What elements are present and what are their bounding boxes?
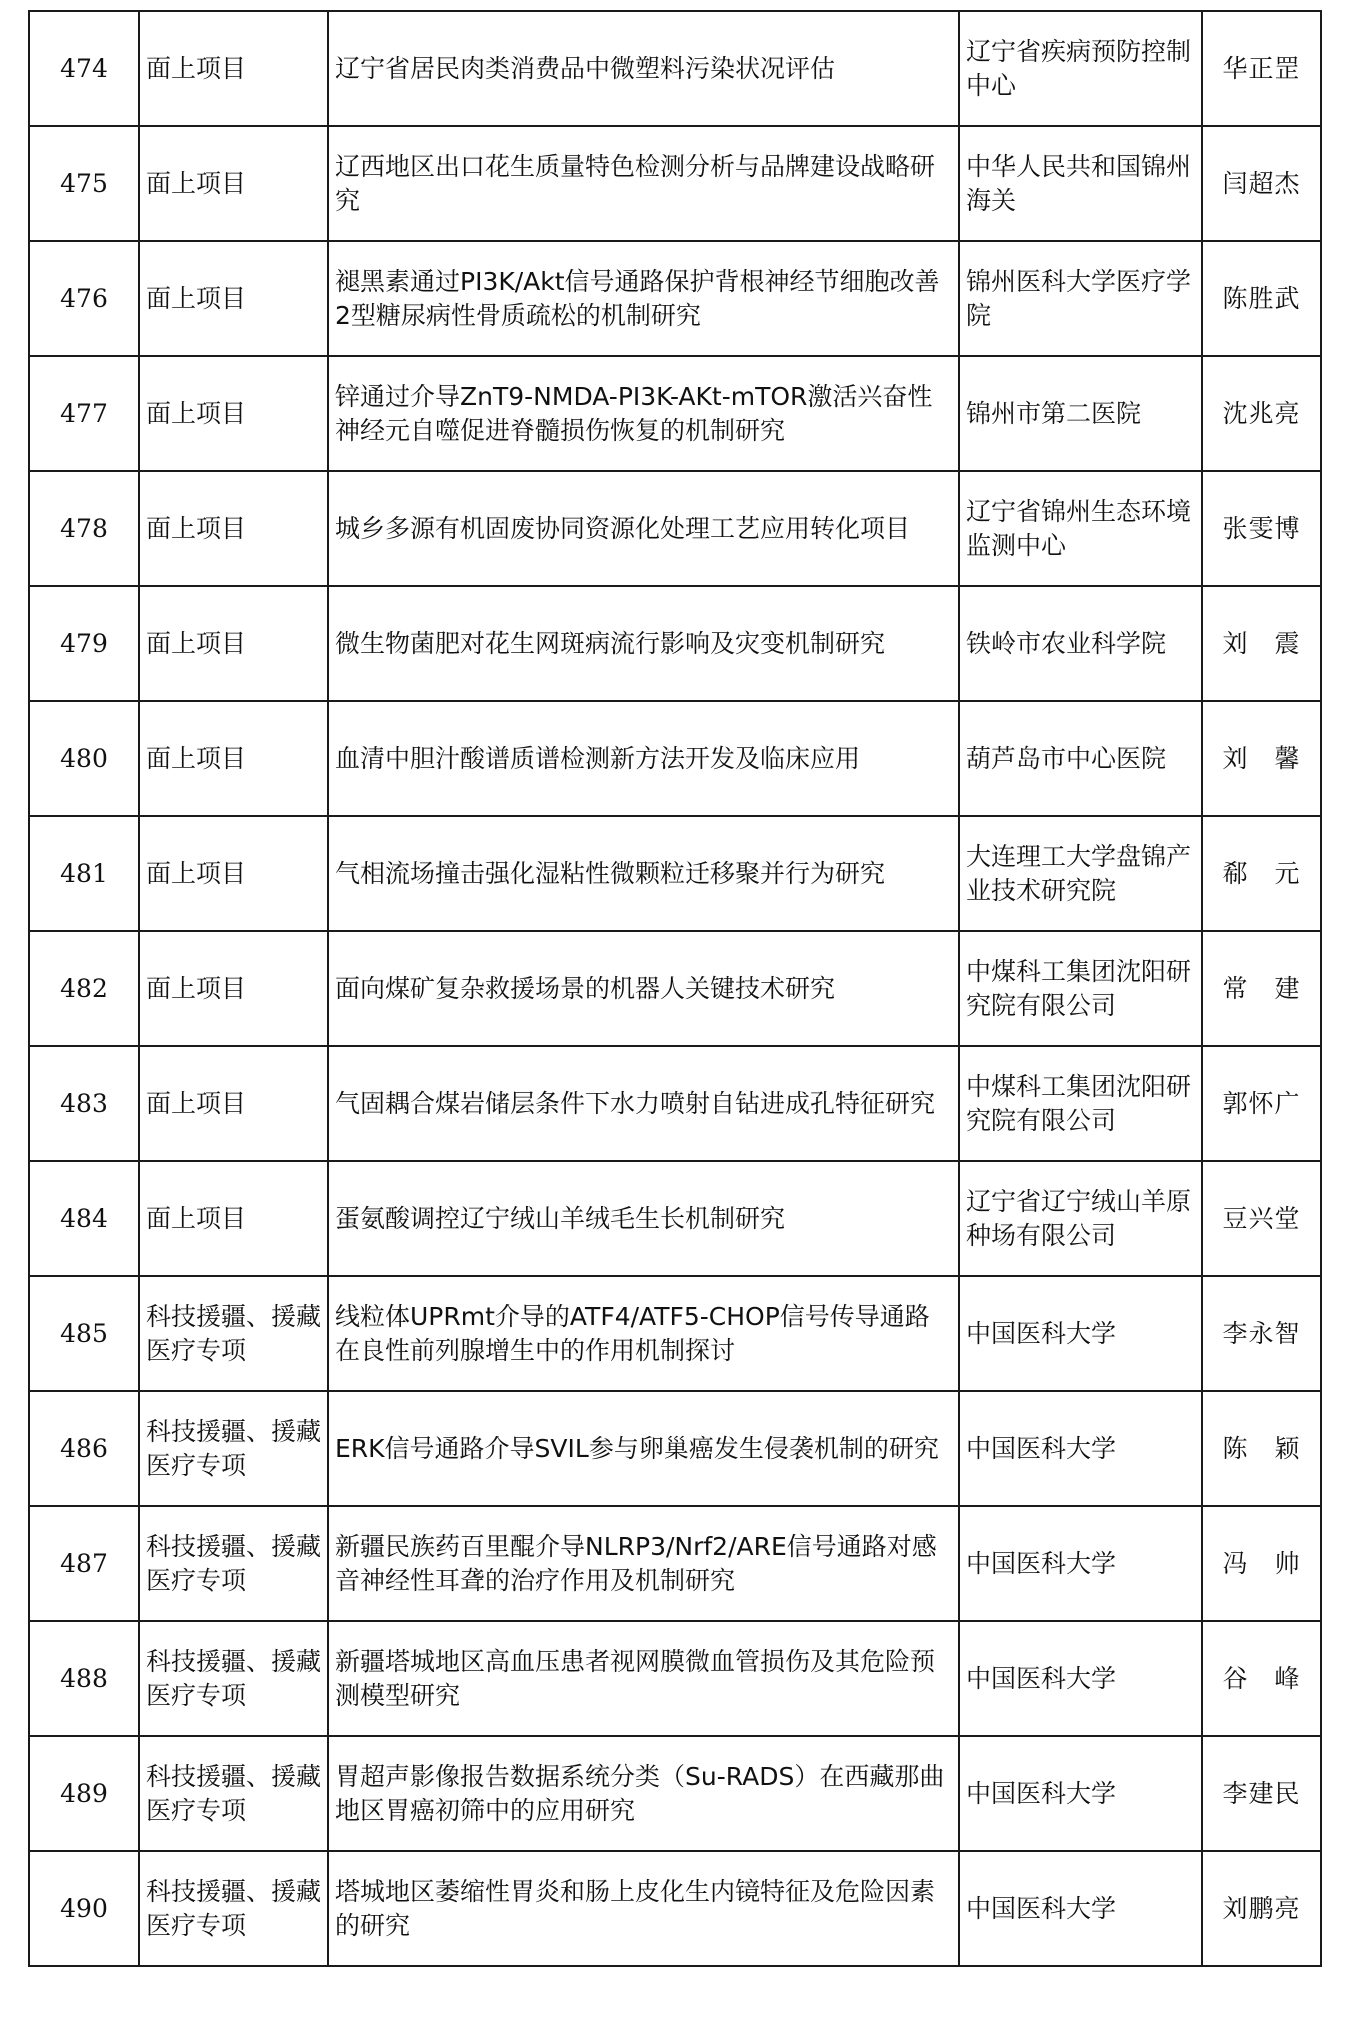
project-type: 面上项目: [139, 11, 328, 126]
organization: 中国医科大学: [959, 1736, 1202, 1851]
project-type: 面上项目: [139, 471, 328, 586]
organization: 中国医科大学: [959, 1506, 1202, 1621]
project-type: 科技援疆、援藏医疗专项: [139, 1621, 328, 1736]
project-type: 面上项目: [139, 1161, 328, 1276]
row-number: 486: [29, 1391, 139, 1506]
project-title: 微生物菌肥对花生网斑病流行影响及灾变机制研究: [328, 586, 959, 701]
project-table: [28, 10, 1322, 1967]
table-row: [29, 1046, 1321, 1161]
project-type: 科技援疆、援藏医疗专项: [139, 1391, 328, 1506]
row-number: 474: [29, 11, 139, 126]
table-row: [29, 126, 1321, 241]
table-row: [29, 701, 1321, 816]
project-type: 面上项目: [139, 1046, 328, 1161]
table-row: [29, 816, 1321, 931]
row-number: 478: [29, 471, 139, 586]
organization: 锦州市第二医院: [959, 356, 1202, 471]
project-type: 科技援疆、援藏医疗专项: [139, 1851, 328, 1966]
project-type: 科技援疆、援藏医疗专项: [139, 1736, 328, 1851]
row-number: 484: [29, 1161, 139, 1276]
principal-investigator: 张雯博: [1202, 471, 1321, 586]
table-row: [29, 931, 1321, 1046]
table-row: [29, 1851, 1321, 1966]
project-type: 面上项目: [139, 356, 328, 471]
project-title: 线粒体UPRmt介导的ATF4/ATF5-CHOP信号传导通路在良性前列腺增生中的作用机制探讨: [328, 1276, 959, 1391]
project-type: 面上项目: [139, 241, 328, 356]
principal-investigator: 刘 馨: [1202, 701, 1321, 816]
principal-investigator: 刘 震: [1202, 586, 1321, 701]
project-title: 新疆民族药百里醌介导NLRP3/Nrf2/ARE信号通路对感音神经性耳聋的治疗作用及机制研究: [328, 1506, 959, 1621]
row-number: 482: [29, 931, 139, 1046]
organization: 中华人民共和国锦州海关: [959, 126, 1202, 241]
organization: 锦州医科大学医疗学院: [959, 241, 1202, 356]
project-title: 面向煤矿复杂救援场景的机器人关键技术研究: [328, 931, 959, 1046]
table-row: [29, 241, 1321, 356]
principal-investigator: 郗 元: [1202, 816, 1321, 931]
principal-investigator: 陈 颖: [1202, 1391, 1321, 1506]
project-title: 血清中胆汁酸谱质谱检测新方法开发及临床应用: [328, 701, 959, 816]
organization: 中煤科工集团沈阳研究院有限公司: [959, 1046, 1202, 1161]
principal-investigator: 李建民: [1202, 1736, 1321, 1851]
table-row: [29, 11, 1321, 126]
organization: 中国医科大学: [959, 1621, 1202, 1736]
table-row: [29, 1391, 1321, 1506]
row-number: 488: [29, 1621, 139, 1736]
principal-investigator: 闫超杰: [1202, 126, 1321, 241]
project-title: 城乡多源有机固废协同资源化处理工艺应用转化项目: [328, 471, 959, 586]
project-title: 气固耦合煤岩储层条件下水力喷射自钻进成孔特征研究: [328, 1046, 959, 1161]
project-title: 气相流场撞击强化湿粘性微颗粒迁移聚并行为研究: [328, 816, 959, 931]
project-title: 辽宁省居民肉类消费品中微塑料污染状况评估: [328, 11, 959, 126]
project-title: 褪黑素通过PI3K/Akt信号通路保护背根神经节细胞改善2型糖尿病性骨质疏松的机制研究: [328, 241, 959, 356]
project-type: 面上项目: [139, 586, 328, 701]
table-row: [29, 471, 1321, 586]
project-type: 科技援疆、援藏医疗专项: [139, 1276, 328, 1391]
table-row: [29, 1161, 1321, 1276]
principal-investigator: 郭怀广: [1202, 1046, 1321, 1161]
principal-investigator: 沈兆亮: [1202, 356, 1321, 471]
table-row: [29, 1506, 1321, 1621]
organization: 铁岭市农业科学院: [959, 586, 1202, 701]
project-title: 塔城地区萎缩性胃炎和肠上皮化生内镜特征及危险因素的研究: [328, 1851, 959, 1966]
principal-investigator: 华正罡: [1202, 11, 1321, 126]
organization: 中国医科大学: [959, 1276, 1202, 1391]
row-number: 479: [29, 586, 139, 701]
principal-investigator: 李永智: [1202, 1276, 1321, 1391]
table-row: [29, 1736, 1321, 1851]
project-title: 锌通过介导ZnT9-NMDA-PI3K-AKt-mTOR激活兴奋性神经元自噬促进脊髓损伤恢复的机制研究: [328, 356, 959, 471]
row-number: 485: [29, 1276, 139, 1391]
row-number: 480: [29, 701, 139, 816]
organization: 大连理工大学盘锦产业技术研究院: [959, 816, 1202, 931]
organization: 中煤科工集团沈阳研究院有限公司: [959, 931, 1202, 1046]
row-number: 490: [29, 1851, 139, 1966]
organization: 辽宁省锦州生态环境监测中心: [959, 471, 1202, 586]
project-type: 面上项目: [139, 931, 328, 1046]
project-title: ERK信号通路介导SVIL参与卵巢癌发生侵袭机制的研究: [328, 1391, 959, 1506]
project-title: 新疆塔城地区高血压患者视网膜微血管损伤及其危险预测模型研究: [328, 1621, 959, 1736]
row-number: 483: [29, 1046, 139, 1161]
row-number: 487: [29, 1506, 139, 1621]
project-type: 科技援疆、援藏医疗专项: [139, 1506, 328, 1621]
organization: 辽宁省疾病预防控制中心: [959, 11, 1202, 126]
organization: 辽宁省辽宁绒山羊原种场有限公司: [959, 1161, 1202, 1276]
table-row: [29, 1276, 1321, 1391]
principal-investigator: 刘鹏亮: [1202, 1851, 1321, 1966]
principal-investigator: 豆兴堂: [1202, 1161, 1321, 1276]
row-number: 481: [29, 816, 139, 931]
project-type: 面上项目: [139, 816, 328, 931]
principal-investigator: 谷 峰: [1202, 1621, 1321, 1736]
principal-investigator: 冯 帅: [1202, 1506, 1321, 1621]
row-number: 475: [29, 126, 139, 241]
organization: 中国医科大学: [959, 1391, 1202, 1506]
principal-investigator: 陈胜武: [1202, 241, 1321, 356]
project-type: 面上项目: [139, 126, 328, 241]
project-type: 面上项目: [139, 701, 328, 816]
organization: 葫芦岛市中心医院: [959, 701, 1202, 816]
row-number: 489: [29, 1736, 139, 1851]
project-title: 胃超声影像报告数据系统分类（Su-RADS）在西藏那曲地区胃癌初筛中的应用研究: [328, 1736, 959, 1851]
row-number: 476: [29, 241, 139, 356]
row-number: 477: [29, 356, 139, 471]
table-body: [29, 11, 1321, 1966]
table-row: [29, 586, 1321, 701]
table-row: [29, 1621, 1321, 1736]
project-title: 蛋氨酸调控辽宁绒山羊绒毛生长机制研究: [328, 1161, 959, 1276]
organization: 中国医科大学: [959, 1851, 1202, 1966]
table-row: [29, 356, 1321, 471]
principal-investigator: 常 建: [1202, 931, 1321, 1046]
project-title: 辽西地区出口花生质量特色检测分析与品牌建设战略研究: [328, 126, 959, 241]
